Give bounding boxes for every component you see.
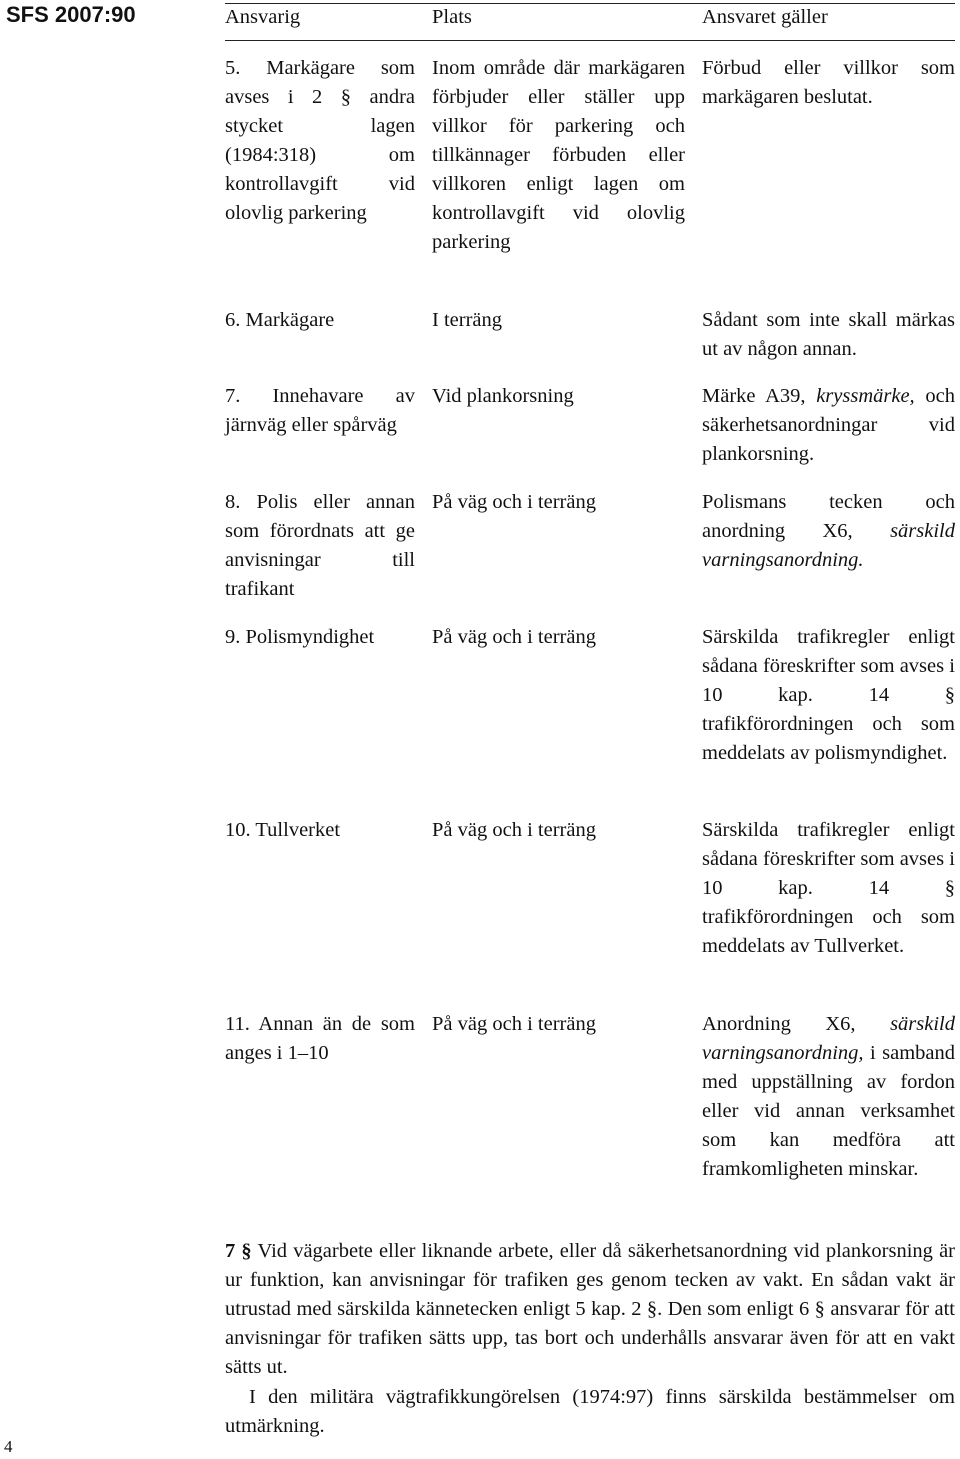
row-10-place: På väg och i terräng <box>432 819 596 841</box>
row-10-responsible: 10. Tullverket <box>225 819 341 841</box>
row-5-responsible: 5. Markägare som avses i 2 § andra stycket lagen (1984:318) om kontrollavgift vid olovlig parkering <box>225 57 415 224</box>
row-8-scope-emphasis: särskild varningsanordning. <box>702 520 955 571</box>
row-5-scope: Förbud eller villkor som markägaren beslutat. <box>702 57 955 108</box>
row-6-scope: Sådant som inte skall märkas ut av någon annan. <box>702 309 955 360</box>
row-8-place: På väg och i terräng <box>432 491 596 513</box>
row-9-scope: Särskilda trafikregler enligt sådana föreskrifter som avses i 10 kap. 14 § trafikförordningen och som meddelats av polismyndighet. <box>702 626 955 764</box>
row-9-responsible: 9. Polismyndighet <box>225 626 375 648</box>
row-7-responsible: 7. Innehavare av järnväg eller spårväg <box>225 385 415 436</box>
row-8-scope <box>702 488 955 575</box>
row-7-scope <box>702 382 955 469</box>
document-reference: SFS 2007:90 <box>6 2 136 27</box>
row-11-scope-text-b: i samband med uppställning av fordon eller vid annan verksamhet som kan medföra att framkomligheten minskar. <box>702 1042 955 1180</box>
table-top-rule <box>225 3 955 4</box>
section-7-label: 7 § <box>225 1240 252 1262</box>
row-6-place: I terräng <box>432 309 502 331</box>
row-6-responsible: 6. Markägare <box>225 309 335 331</box>
row-7-scope-text-b: och säkerhetsanordningar vid plankorsning. <box>702 385 955 465</box>
row-8-responsible: 8. Polis eller annan som förordnats att ge anvisningar till trafikant <box>225 491 415 600</box>
row-11-place: På väg och i terräng <box>432 1013 596 1035</box>
section-7-second-paragraph <box>225 1383 955 1441</box>
column-header-plats: Plats <box>432 6 472 28</box>
row-8-scope-text: Polismans tecken och anordning X6, <box>702 491 955 542</box>
row-7-scope-text-a: Märke A39, <box>702 385 817 407</box>
row-7-scope-emphasis: kryssmärke, <box>816 385 915 407</box>
row-10-scope: Särskilda trafikregler enligt sådana föreskrifter som avses i 10 kap. 14 § trafikförordningen och som meddelats av Tullverket. <box>702 819 955 957</box>
row-11-scope <box>702 1010 955 1184</box>
row-5-place: Inom område där markägaren förbjuder eller ställer upp villkor för parkering och tillkännager förbuden eller villkoren enligt lagen om kontrollavgift vid olovlig parkering <box>432 57 685 253</box>
table-header-rule <box>225 40 955 41</box>
section-7-second-text: I den militära vägtrafikkungörelsen (1974:97) finns särskilda bestämmelser om utmärkning. <box>225 1386 955 1437</box>
page-number: 4 <box>4 1437 13 1456</box>
row-11-scope-text-a: Anordning X6, <box>702 1013 891 1035</box>
row-11-scope-emphasis: särskild varningsanordning, <box>702 1013 955 1064</box>
row-7-place: Vid plankorsning <box>432 385 574 407</box>
section-7-paragraph <box>225 1237 955 1382</box>
column-header-ansvaret-galler: Ansvaret gäller <box>702 6 828 28</box>
column-header-ansvarig: Ansvarig <box>225 6 301 28</box>
section-7-text: Vid vägarbete eller liknande arbete, eller då säkerhetsanordning vid plankorsning är ur funktion, kan anvisningar för trafiken ges genom tecken av vakt. En sådan vakt är utrustad med särskilda kännetecken enligt 5 kap. 2 §. Den som enligt 6 § ansvarar för att anvisningar för trafiken sätts upp, tas bort och underhålls ansvarar även för att en vakt sätts ut. <box>225 1240 955 1378</box>
row-9-place: På väg och i terräng <box>432 626 596 648</box>
row-11-responsible: 11. Annan än de som anges i 1–10 <box>225 1013 415 1064</box>
